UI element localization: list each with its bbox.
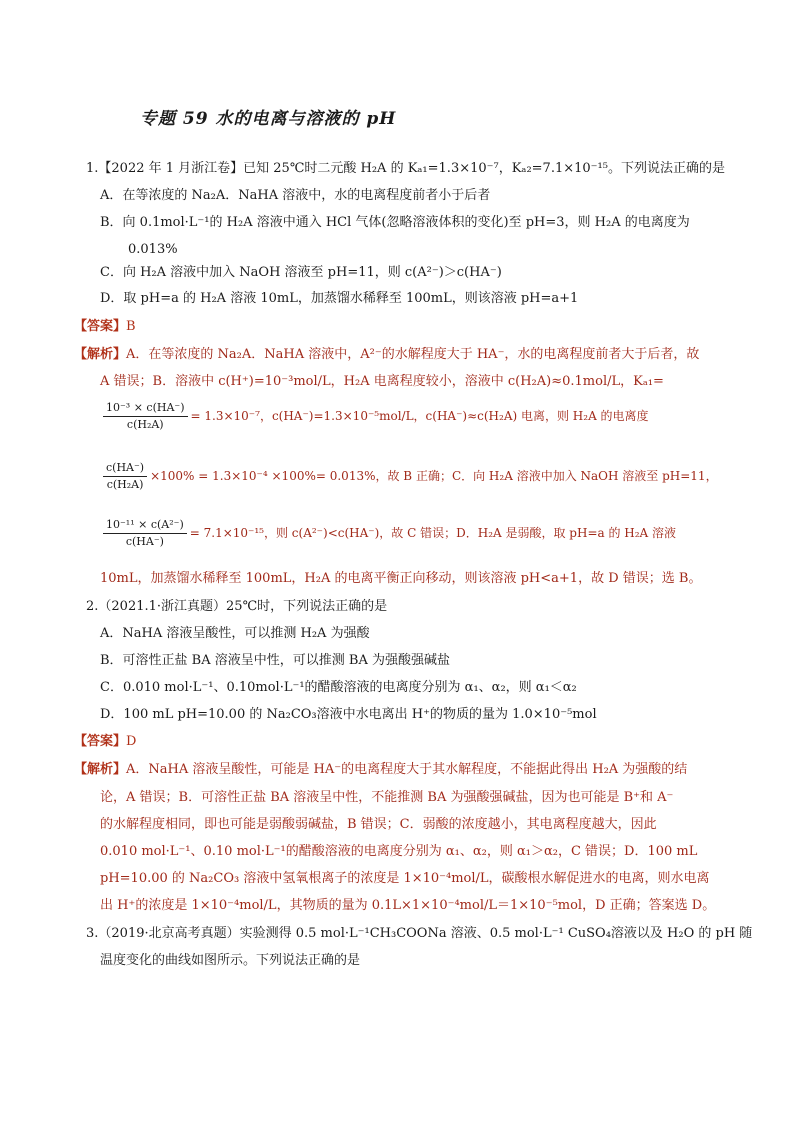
q2-option-b: B．可溶性正盐 BA 溶液呈中性，可以推测 BA 为强酸强碱盐: [100, 653, 450, 668]
q1-analysis-last: 10mL，加蒸馏水稀释至 100mL，H₂A 的电离平衡正向移动，则该溶液 pH<a+1，故 D 错误；选 B。: [100, 571, 702, 586]
q1-option-b-cont: 0.013%: [128, 242, 178, 257]
q3-stem-cont: 温度变化的曲线如图所示。下列说法正确的是: [100, 953, 361, 968]
fraction-denominator: c(HA⁻): [125, 535, 164, 548]
answer-value: D: [126, 734, 137, 749]
q2-option-c: C．0.010 mol·L⁻¹、0.10mol·L⁻¹的醋酸溶液的电离度分别为 α₁、α₂，则 α₁＜α₂: [100, 680, 577, 695]
q2-analysis-line-6: 出 H⁺的浓度是 1×10⁻⁴mol/L，其物质的量为 0.1L×1×10⁻⁴mol/L＝1×10⁻⁵mol，D 正确；答案选 D。: [100, 898, 716, 913]
q2-option-d: D．100 mL pH=10.00 的 Na₂CO₃溶液中水电离出 H⁺的物质的量为 1.0×10⁻⁵mol: [100, 707, 597, 722]
fraction: [103, 460, 147, 493]
q2-answer: [74, 733, 136, 751]
q1-formula-ka1: [100, 400, 649, 433]
analysis-tag: 【解析】: [74, 347, 127, 362]
q2-option-a: A．NaHA 溶液呈酸性，可以推测 H₂A 为强酸: [100, 626, 370, 641]
q1-analysis-line-1: [74, 346, 699, 364]
q1-option-b: B．向 0.1mol·L⁻¹的 H₂A 溶液中通入 HCl 气体(忽略溶液体积的变化)至 pH=3，则 H₂A 的电离度为: [100, 215, 690, 230]
fraction-numerator: 10⁻³ × c(HA⁻): [103, 400, 188, 417]
page-title: 专题 59 水的电离与溶液的 pH: [140, 109, 397, 129]
q1-option-d: D．取 pH=a 的 H₂A 溶液 10mL，加蒸馏水稀释至 100mL，则该溶液 pH=a+1: [100, 291, 579, 306]
q1-answer: [74, 318, 136, 336]
fraction: [103, 400, 188, 433]
q1-formula-ka2: [100, 517, 676, 550]
formula-text: = 7.1×10⁻¹⁵，则 c(A²⁻)<c(HA⁻)，故 C 错误；D．H₂A 是弱酸，取 pH=a 的 H₂A 溶液: [189, 526, 677, 540]
fraction-denominator: c(H₂A): [126, 418, 164, 431]
fraction-numerator: 10⁻¹¹ × c(A²⁻): [103, 517, 187, 534]
fraction: [103, 517, 187, 550]
q1-option-c: C．向 H₂A 溶液中加入 NaOH 溶液至 pH=11，则 c(A²⁻)＞c(HA⁻): [100, 265, 502, 280]
fraction-denominator: c(H₂A): [106, 478, 144, 491]
formula-text: = 1.3×10⁻⁷，c(HA⁻)=1.3×10⁻⁵mol/L，c(HA⁻)≈c(H₂A) 电离，则 H₂A 的电离度: [190, 409, 649, 423]
q2-analysis-line-1: [74, 761, 687, 779]
q2-analysis-line-5: pH=10.00 的 Na₂CO₃ 溶液中氢氧根离子的浓度是 1×10⁻⁴mol/L，碳酸根水解促进水的电离，则水电离: [100, 871, 710, 886]
answer-value: B: [126, 319, 136, 334]
q3-stem: 3.（2019·北京高考真题）实验测得 0.5 mol·L⁻¹CH₃COONa 溶液、0.5 mol·L⁻¹ CuSO₄溶液以及 H₂O 的 pH 随: [86, 926, 753, 941]
analysis-text: A．在等浓度的 Na₂A．NaHA 溶液中，A²⁻的水解程度大于 HA⁻，水的电离程度前者大于后者，故: [126, 347, 700, 362]
q1-analysis-line-2: A 错误；B．溶液中 c(H⁺)=10⁻³mol/L，H₂A 电离程度较小，溶液中 c(H₂A)≈0.1mol/L，Kₐ₁=: [100, 374, 664, 389]
fraction-numerator: c(HA⁻): [103, 460, 147, 477]
q1-formula-ionization: [100, 460, 718, 493]
answer-tag: 【答案】: [74, 734, 127, 749]
q2-analysis-line-3: 的水解程度相同，即也可能是弱酸弱碱盐，B 错误；C．弱酸的浓度越小，其电离程度越大，因此: [100, 817, 657, 832]
q2-analysis-line-4: 0.010 mol·L⁻¹、0.10 mol·L⁻¹的醋酸溶液的电离度分别为 α₁、α₂，则 α₁＞α₂，C 错误；D．100 mL: [100, 844, 698, 859]
q1-option-a: A．在等浓度的 Na₂A．NaHA 溶液中，水的电离程度前者小于后者: [100, 188, 491, 203]
formula-text: ×100% = 1.3×10⁻⁴ ×100%= 0.013%，故 B 正确；C．向 H₂A 溶液中加入 NaOH 溶液至 pH=11，: [150, 469, 718, 483]
q1-stem: 1.【2022 年 1 月浙江卷】已知 25℃时二元酸 H₂A 的 Kₐ₁=1.3×10⁻⁷，Kₐ₂=7.1×10⁻¹⁵。下列说法正确的是: [86, 161, 725, 176]
analysis-tag: 【解析】: [74, 762, 127, 777]
q2-analysis-line-2: 论，A 错误；B．可溶性正盐 BA 溶液呈中性，不能推测 BA 为强酸强碱盐，因为也可能是 B⁺和 A⁻: [100, 790, 674, 805]
q2-stem: 2.（2021.1·浙江真题）25℃时，下列说法正确的是: [86, 599, 388, 614]
answer-tag: 【答案】: [74, 319, 127, 334]
analysis-text: A．NaHA 溶液呈酸性，可能是 HA⁻的电离程度大于其水解程度，不能据此得出 H₂A 为强酸的结: [126, 762, 688, 777]
